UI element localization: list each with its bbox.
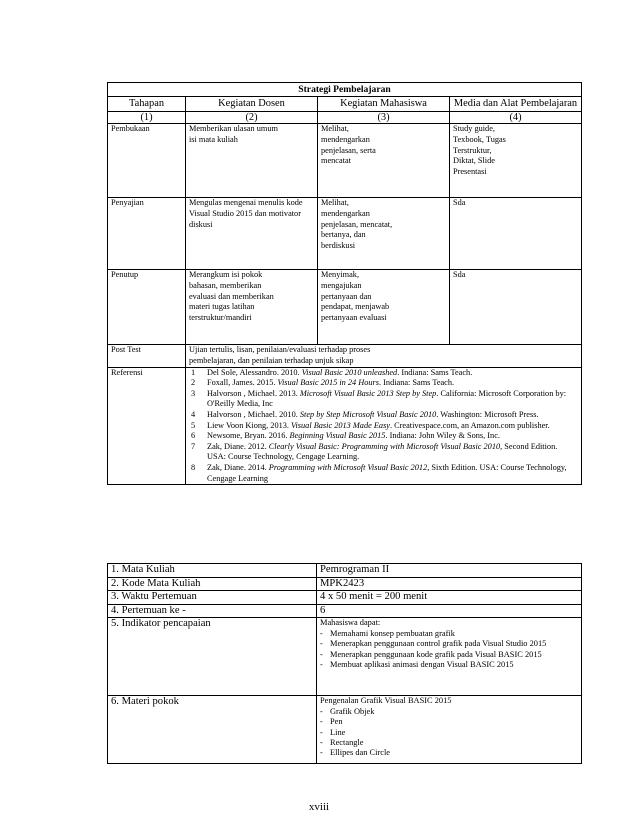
post-test-text: Ujian tertulis, lisan, penilaian/evaluasi terhadap proses pembelajaran, dan penilaian terhadap unjuk sikap bbox=[186, 345, 582, 367]
bullet-dash: - bbox=[320, 649, 323, 659]
material-item: - Line bbox=[320, 727, 346, 737]
reference-title: Microsoft Visual Basic 2013 Step by Step bbox=[299, 388, 437, 398]
table-row bbox=[108, 564, 582, 578]
reference-text: Newsome, Bryan. 2016. Beginning Visual Basic 2015. Indiana: John Wiley & Sons, Inc. bbox=[207, 431, 500, 441]
stage-cell: Penutup bbox=[108, 270, 186, 345]
strategy-title: Strategi Pembelajaran bbox=[108, 83, 582, 97]
reference-text: Halvorson , Michael. 2010. Step by Step Microsoft Visual Basic 2010. Washington: Microsoft Press. bbox=[207, 409, 539, 419]
material-item: - Ellipes dan Circle bbox=[320, 748, 391, 758]
table-row bbox=[108, 124, 582, 198]
student-activity-cell: Melihat, mendengarkan penjelasan, mencatat, bertanya, dan berdiskusi bbox=[318, 198, 450, 270]
materials-list bbox=[320, 707, 578, 759]
reference-number: 4 bbox=[191, 409, 196, 419]
reference-number: 8 bbox=[191, 462, 196, 472]
header-student: Kegiatan Mahasiswa bbox=[318, 97, 450, 112]
media-cell: Study guide, Texbook, Tugas Terstruktur, Diktat, Slide Presentasi bbox=[450, 124, 582, 198]
lecturer-activity-cell: Memberikan ulasan umum isi mata kuliah bbox=[186, 124, 318, 198]
header-lecturer: Kegiatan Dosen bbox=[186, 97, 318, 112]
header-stage: Tahapan bbox=[108, 97, 186, 112]
references-cell bbox=[186, 367, 582, 485]
indicators-cell bbox=[317, 618, 582, 696]
column-number: (3) bbox=[318, 112, 450, 124]
reference-title: Visual Basic 2015 in 24 Hours bbox=[277, 378, 380, 388]
reference-title: Beginning Visual Basic 2015 bbox=[289, 431, 386, 441]
bullet-dash: - bbox=[320, 738, 323, 747]
reference-number: 2 bbox=[191, 378, 196, 388]
table-row bbox=[108, 577, 582, 591]
bullet-dash: - bbox=[320, 706, 323, 716]
info-value: 6 bbox=[317, 604, 582, 618]
bullet-dash: - bbox=[320, 628, 323, 638]
table-row bbox=[108, 367, 582, 485]
reference-title: Clearly Visual Basic: Programming with Microsoft Visual Basic 2010 bbox=[268, 441, 501, 451]
info-label: 1. Mata Kuliah bbox=[108, 564, 317, 578]
reference-item bbox=[189, 463, 578, 484]
table-row bbox=[108, 604, 582, 618]
reference-number: 3 bbox=[191, 388, 196, 398]
table-row bbox=[108, 270, 582, 345]
indicators-list bbox=[320, 629, 578, 671]
learning-strategy-table bbox=[107, 82, 582, 485]
indicator-item: - Menerapkan penggunaan kode grafik pada Visual BASIC 2015 bbox=[320, 649, 542, 659]
column-number: (2) bbox=[186, 112, 318, 124]
references-list bbox=[189, 368, 578, 485]
course-info-table bbox=[107, 563, 582, 764]
table-row bbox=[108, 618, 582, 696]
reference-title: Visual Basic 2013 Made Easy bbox=[291, 420, 390, 430]
lecturer-activity-cell: Mengulas mengenai menulis kode Visual Studio 2015 dan motivator diskusi bbox=[186, 198, 318, 270]
reference-title: Visual Basic 2010 unleashed bbox=[301, 367, 398, 377]
reference-item bbox=[189, 410, 578, 421]
materials-cell bbox=[317, 696, 582, 764]
media-cell: Sda bbox=[450, 198, 582, 270]
column-number: (4) bbox=[450, 112, 582, 124]
header-media: Media dan Alat Pembelajaran bbox=[450, 97, 582, 112]
table-row bbox=[108, 591, 582, 605]
reference-item bbox=[189, 389, 578, 410]
info-label: 4. Pertemuan ke - bbox=[108, 604, 317, 618]
table-row bbox=[108, 696, 582, 764]
info-value: MPK2423 bbox=[317, 577, 582, 591]
reference-number: 5 bbox=[191, 420, 196, 430]
reference-number: 7 bbox=[191, 441, 196, 451]
reference-number: 6 bbox=[191, 431, 196, 441]
table-row bbox=[108, 198, 582, 270]
bullet-dash: - bbox=[320, 717, 323, 727]
bullet-dash: - bbox=[320, 639, 323, 649]
indicator-item: - Membuat aplikasi animasi dengan Visual BASIC 2015 bbox=[320, 660, 514, 669]
reference-text: Del Sole, Alessandro. 2010. Visual Basic 2010 unleashed. Indiana: Sams Teach. bbox=[207, 367, 473, 377]
indicators-label: 5. Indikator pencapaian bbox=[108, 618, 317, 696]
reference-number: 1 bbox=[191, 367, 196, 377]
reference-text: Liew Voon Kiong, 2013. Visual Basic 2013 Made Easy. Creativespace.com, an Amazon.com publisher. bbox=[207, 420, 550, 430]
reference-title: Step by Step Microsoft Visual Basic 2010 bbox=[299, 409, 437, 419]
reference-item bbox=[189, 378, 578, 389]
indicator-item: - Menerapkan penggunaan control grafik pada Visual Studio 2015 bbox=[320, 639, 547, 649]
stage-cell: Penyajian bbox=[108, 198, 186, 270]
indicator-item: - Memahami konsep pembuatan grafik bbox=[320, 628, 455, 638]
lecturer-activity-cell: Merangkum isi pokok bahasan, memberikan evaluasi dan memberikan materi tugas latihan terstruktur/mandiri bbox=[186, 270, 318, 345]
info-label: 3. Waktu Pertemuan bbox=[108, 591, 317, 605]
bullet-dash: - bbox=[320, 748, 323, 758]
student-activity-cell: Menyimak, mengajukan pertanyaan dan pendapat, menjawab pertanyaan evaluasi bbox=[318, 270, 450, 345]
reference-text: Halvorson , Michael. 2013. Microsoft Visual Basic 2013 Step by Step. California: Microsoft Corporation by: O'Reilly Media, Inc bbox=[207, 388, 567, 409]
column-number: (1) bbox=[108, 112, 186, 124]
materials-intro: Pengenalan Grafik Visual BASIC 2015 bbox=[320, 696, 452, 706]
reference-title: Programming with Microsoft Visual Basic 2012 bbox=[268, 462, 428, 472]
material-item: - Pen bbox=[320, 717, 343, 727]
page-number: xviii bbox=[308, 801, 330, 813]
bullet-dash: - bbox=[320, 660, 323, 669]
info-value: Pemrograman II bbox=[317, 564, 582, 578]
info-label: 2. Kode Mata Kuliah bbox=[108, 577, 317, 591]
student-activity-cell: Melihat, mendengarkan penjelasan, serta mencatat bbox=[318, 124, 450, 198]
info-value: 4 x 50 menit = 200 menit bbox=[317, 591, 582, 605]
media-cell: Sda bbox=[450, 270, 582, 345]
references-label: Referensi bbox=[108, 367, 186, 485]
reference-text: Zak, Diane. 2014. Programming with Microsoft Visual Basic 2012, Sixth Edition. USA: Course Technology, Cengage Learning bbox=[207, 462, 567, 483]
indicators-intro: Mahasiswa dapat: bbox=[320, 618, 381, 628]
reference-text: Foxall, James. 2015. Visual Basic 2015 in 24 Hours. Indiana: Sams Teach. bbox=[207, 378, 455, 388]
reference-item bbox=[189, 431, 578, 442]
table-row bbox=[108, 345, 582, 367]
bullet-dash: - bbox=[320, 727, 323, 737]
materials-label: 6. Materi pokok bbox=[108, 696, 317, 764]
material-item: - Grafik Objek bbox=[320, 706, 375, 716]
stage-cell: Pembukaan bbox=[108, 124, 186, 198]
reference-item bbox=[189, 421, 578, 432]
reference-item bbox=[189, 368, 578, 379]
reference-item bbox=[189, 442, 578, 463]
post-test-label: Post Test bbox=[108, 345, 186, 367]
material-item: - Rectangle bbox=[320, 738, 364, 747]
reference-text: Zak, Diane. 2012. Clearly Visual Basic: Programming with Microsoft Visual Basic 2010, Second Edition. USA: Course Technology, Cengage Learning. bbox=[207, 441, 558, 462]
